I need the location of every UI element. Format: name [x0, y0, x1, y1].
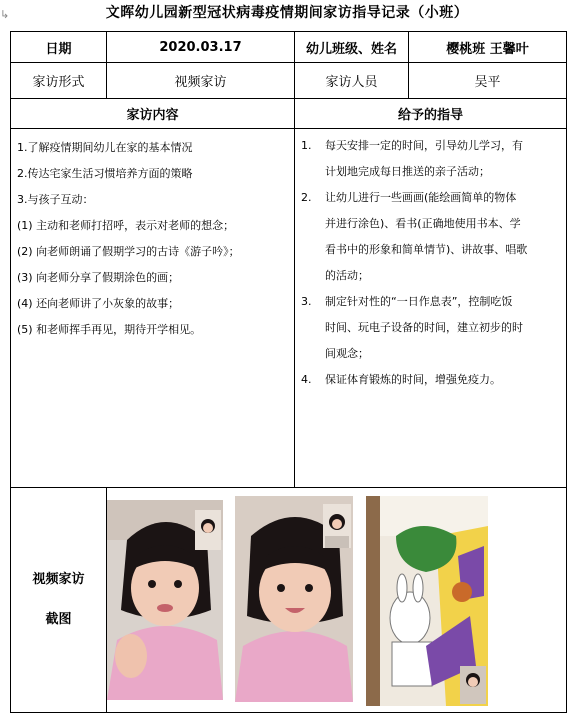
screenshot-label-line1: 视频家访 — [32, 572, 85, 587]
guidance-line: 的活动； — [325, 269, 369, 282]
guidance-line: 看书中的形象和简单情节)、讲故事、唱歌 — [325, 243, 528, 256]
guidance-item — [301, 367, 560, 393]
visit-content-heading: 家访内容 — [11, 99, 295, 129]
guidance-cell — [295, 129, 567, 488]
date-value: 2020.03.17 — [107, 32, 295, 63]
content-line: (4) 还向老师讲了小灰象的故事； — [17, 297, 180, 310]
screenshot-cell — [107, 488, 567, 713]
content-line: 2.传达宅家生活习惯培养方面的策略 — [17, 167, 193, 180]
guidance-line: 时间、玩电子设备的时间，建立初步的时 — [325, 321, 523, 334]
video-screenshot-2 — [235, 496, 353, 702]
guidance-number: 3. — [301, 295, 312, 308]
content-line: (5) 和老师挥手再见，期待开学相见。 — [17, 323, 202, 336]
content-line: (3) 向老师分享了假期涂色的画； — [17, 271, 180, 284]
guidance-item — [301, 185, 560, 289]
visit-form-value: 视频家访 — [107, 63, 295, 99]
guidance-line: 并进行涂色)、看书(正确地使用书本、学 — [325, 217, 521, 230]
visitor-label: 家访人员 — [295, 63, 409, 99]
form-row — [11, 63, 567, 99]
guidance-line: 让幼儿进行一些画画(能绘画简单的物体 — [325, 191, 517, 204]
guidance-number: 2. — [301, 191, 312, 204]
screenshot-label-cell — [11, 488, 107, 713]
visit-content-cell — [11, 129, 295, 488]
video-screenshot-1 — [107, 500, 223, 700]
video-screenshot-3 — [366, 496, 488, 706]
section-header-row — [11, 99, 567, 129]
guidance-number: 1. — [301, 139, 312, 152]
content-line: (2) 向老师朗诵了假期学习的古诗《游子吟》； — [17, 245, 240, 258]
guidance-number: 4. — [301, 373, 312, 386]
screenshot-label-line2: 截图 — [45, 612, 72, 627]
guidance-line: 保证体育锻炼的时间，增强免疫力。 — [325, 373, 501, 386]
content-line: 3.与孩子互动： — [17, 193, 94, 206]
class-name-label: 幼儿班级、姓名 — [295, 32, 409, 63]
arrow-icon: ↳ — [0, 8, 10, 21]
guidance-line: 间观念； — [325, 347, 369, 360]
guidance-line: 每天安排一定的时间，引导幼儿学习，有 — [325, 139, 523, 152]
guidance-line: 计划地完成每日推送的亲子活动； — [325, 165, 490, 178]
date-row — [11, 32, 567, 63]
guidance-heading: 给予的指导 — [295, 99, 567, 129]
guidance-item — [301, 289, 560, 367]
visit-form-label: 家访形式 — [11, 63, 107, 99]
guidance-line: 制定针对性的“一日作息表”，控制吃饭 — [325, 295, 513, 308]
class-name-value: 樱桃班 王馨叶 — [409, 32, 567, 63]
visitor-value: 吴平 — [409, 63, 567, 99]
guidance-item — [301, 133, 560, 185]
date-label: 日期 — [11, 32, 107, 63]
visit-record-table — [10, 31, 567, 713]
screenshot-row — [11, 488, 567, 713]
document-title: 文晖幼儿园新型冠状病毒疫情期间家访指导记录（小班） — [105, 5, 469, 21]
content-row — [11, 129, 567, 488]
content-line: (1) 主动和老师打招呼，表示对老师的想念； — [17, 219, 235, 232]
content-line: 1.了解疫情期间幼儿在家的基本情况 — [17, 141, 193, 154]
